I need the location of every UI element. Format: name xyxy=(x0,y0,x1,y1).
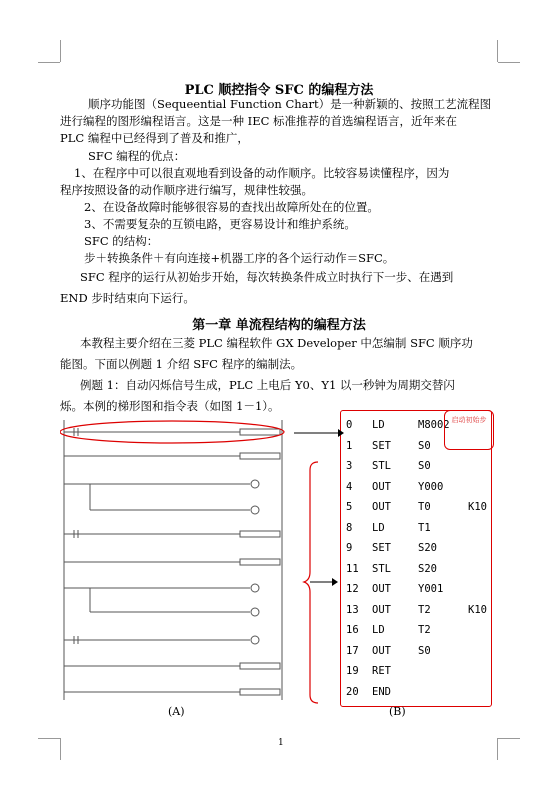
para-line: PLC 编程中已经得到了普及和推广， xyxy=(60,131,249,145)
instr-op: OUT xyxy=(372,583,391,596)
instr-arg: T0 xyxy=(418,501,431,514)
instr-k xyxy=(468,538,493,559)
instr-k: K10 xyxy=(468,501,487,514)
instr-arg: S20 xyxy=(418,542,437,555)
instr-op: RET xyxy=(372,665,391,678)
instr-row xyxy=(346,538,493,559)
adv-line: 程序按照设备的动作顺序进行编写，规律性较强。 xyxy=(60,183,313,197)
instr-arg: T2 xyxy=(418,624,431,637)
instr-arg: Y001 xyxy=(418,583,444,596)
para-line: 进行编程的图形编程语言。这是一种 IEC 标准推荐的首选编程语言，近年来在 xyxy=(60,114,458,128)
instr-row xyxy=(346,456,493,477)
instr-k xyxy=(468,682,493,703)
brace-icon xyxy=(300,460,340,705)
instruction-table xyxy=(346,415,493,702)
callout-note: 启动初始步 xyxy=(444,410,494,450)
instr-row xyxy=(346,620,493,641)
instr-op: SET xyxy=(372,439,391,452)
instr-row xyxy=(346,559,493,580)
instr-n: 17 xyxy=(346,644,359,657)
instr-k xyxy=(468,477,493,498)
instr-n: 12 xyxy=(346,583,359,596)
instr-n: 4 xyxy=(346,480,353,493)
example-line: 例题 1：自动闪烁信号生成，PLC 上电后 Y0、Y1 以一秒钟为周期交替闪 xyxy=(80,378,455,392)
instr-k xyxy=(468,518,493,539)
instr-arg: T1 xyxy=(418,521,431,534)
instr-arg: Y000 xyxy=(418,480,444,493)
instr-arg: T2 xyxy=(418,603,431,616)
doc-title: PLC 顺控指令 SFC 的编程方法 xyxy=(184,83,374,98)
page-number: 1 xyxy=(278,738,284,748)
arrow-icon xyxy=(294,428,344,438)
instr-op: STL xyxy=(372,562,391,575)
crop-mark xyxy=(38,62,60,63)
crop-mark xyxy=(498,738,520,739)
intro-line: 本教程主要介绍在三菱 PLC 编程软件 GX Developer 中怎编制 SFC 顺序功 xyxy=(80,336,473,350)
instr-arg: S20 xyxy=(418,562,437,575)
instr-op: LD xyxy=(372,624,385,637)
intro-line: 能图。下面以例题 1 介绍 SFC 程序的编制法。 xyxy=(60,357,303,371)
instr-k xyxy=(468,661,493,682)
instr-n: 8 xyxy=(346,521,353,534)
instr-n: 0 xyxy=(346,419,353,432)
instr-arg: S0 xyxy=(418,460,431,473)
para-line: 顺序功能图（Sequeential Function Chart）是一种新颖的、按照工艺流程图 xyxy=(88,97,492,111)
crop-mark xyxy=(498,62,520,63)
instr-op: LD xyxy=(372,521,385,534)
instr-n: 20 xyxy=(346,685,359,698)
instr-op: OUT xyxy=(372,480,391,493)
instr-op: END xyxy=(372,685,391,698)
instr-n: 5 xyxy=(346,501,353,514)
instr-n: 3 xyxy=(346,460,353,473)
struct-title: SFC 的结构： xyxy=(84,234,159,248)
instr-row xyxy=(346,518,493,539)
instr-op: LD xyxy=(372,419,385,432)
instr-k xyxy=(468,559,493,580)
instr-op: SET xyxy=(372,542,391,555)
crop-mark xyxy=(38,738,60,739)
adv-line: 1、在程序中可以很直观地看到设备的动作顺序。比较容易读懂程序，因为 xyxy=(74,166,450,180)
crop-mark xyxy=(497,738,498,760)
adv-line: 3、不需要复杂的互锁电路，更容易设计和维护系统。 xyxy=(84,217,356,231)
adv-line: 2、在设备故障时能够很容易的查找出故障所处在的位置。 xyxy=(84,200,379,214)
instr-row xyxy=(346,661,493,682)
instr-op: OUT xyxy=(372,603,391,616)
instr-row xyxy=(346,641,493,662)
caption-b: (B) xyxy=(389,705,406,718)
ladder-svg xyxy=(60,420,290,710)
instr-op: STL xyxy=(372,460,391,473)
run-line: END 步时结束向下运行。 xyxy=(60,291,195,305)
struct-line: 步＋转换条件＋有向连接+机器工序的各个运行动作＝SFC。 xyxy=(84,251,395,265)
instr-n: 16 xyxy=(346,624,359,637)
instr-row xyxy=(346,477,493,498)
instr-row xyxy=(346,579,493,600)
instr-op: OUT xyxy=(372,501,391,514)
adv-title: SFC 编程的优点： xyxy=(88,149,186,163)
instr-n: 1 xyxy=(346,439,353,452)
instr-k xyxy=(468,456,493,477)
instr-k: K10 xyxy=(468,603,487,616)
example-line: 烁。本例的梯形图和指令表（如图 1－1）。 xyxy=(60,399,280,413)
instr-k xyxy=(468,641,493,662)
crop-mark xyxy=(497,40,498,62)
instr-k xyxy=(468,579,493,600)
instr-row xyxy=(346,682,493,703)
run-line: SFC 程序的运行从初始步开始，每次转换条件成立时执行下一步、在遇到 xyxy=(80,270,454,284)
instr-arg: S0 xyxy=(418,644,431,657)
ladder-diagram xyxy=(60,420,290,710)
chapter-title: 第一章 单流程结构的编程方法 xyxy=(192,318,366,333)
instr-n: 19 xyxy=(346,665,359,678)
instr-k xyxy=(468,620,493,641)
instr-n: 9 xyxy=(346,542,353,555)
instr-n: 11 xyxy=(346,562,359,575)
instr-arg: M8002 xyxy=(418,419,450,432)
instr-arg xyxy=(418,682,468,703)
caption-a: (A) xyxy=(168,705,185,718)
instr-row xyxy=(346,600,493,621)
instr-arg xyxy=(418,661,468,682)
instr-row xyxy=(346,497,493,518)
instr-op: OUT xyxy=(372,644,391,657)
instr-n: 13 xyxy=(346,603,359,616)
instr-arg: S0 xyxy=(418,439,431,452)
crop-mark xyxy=(60,40,61,62)
crop-mark xyxy=(60,738,61,760)
